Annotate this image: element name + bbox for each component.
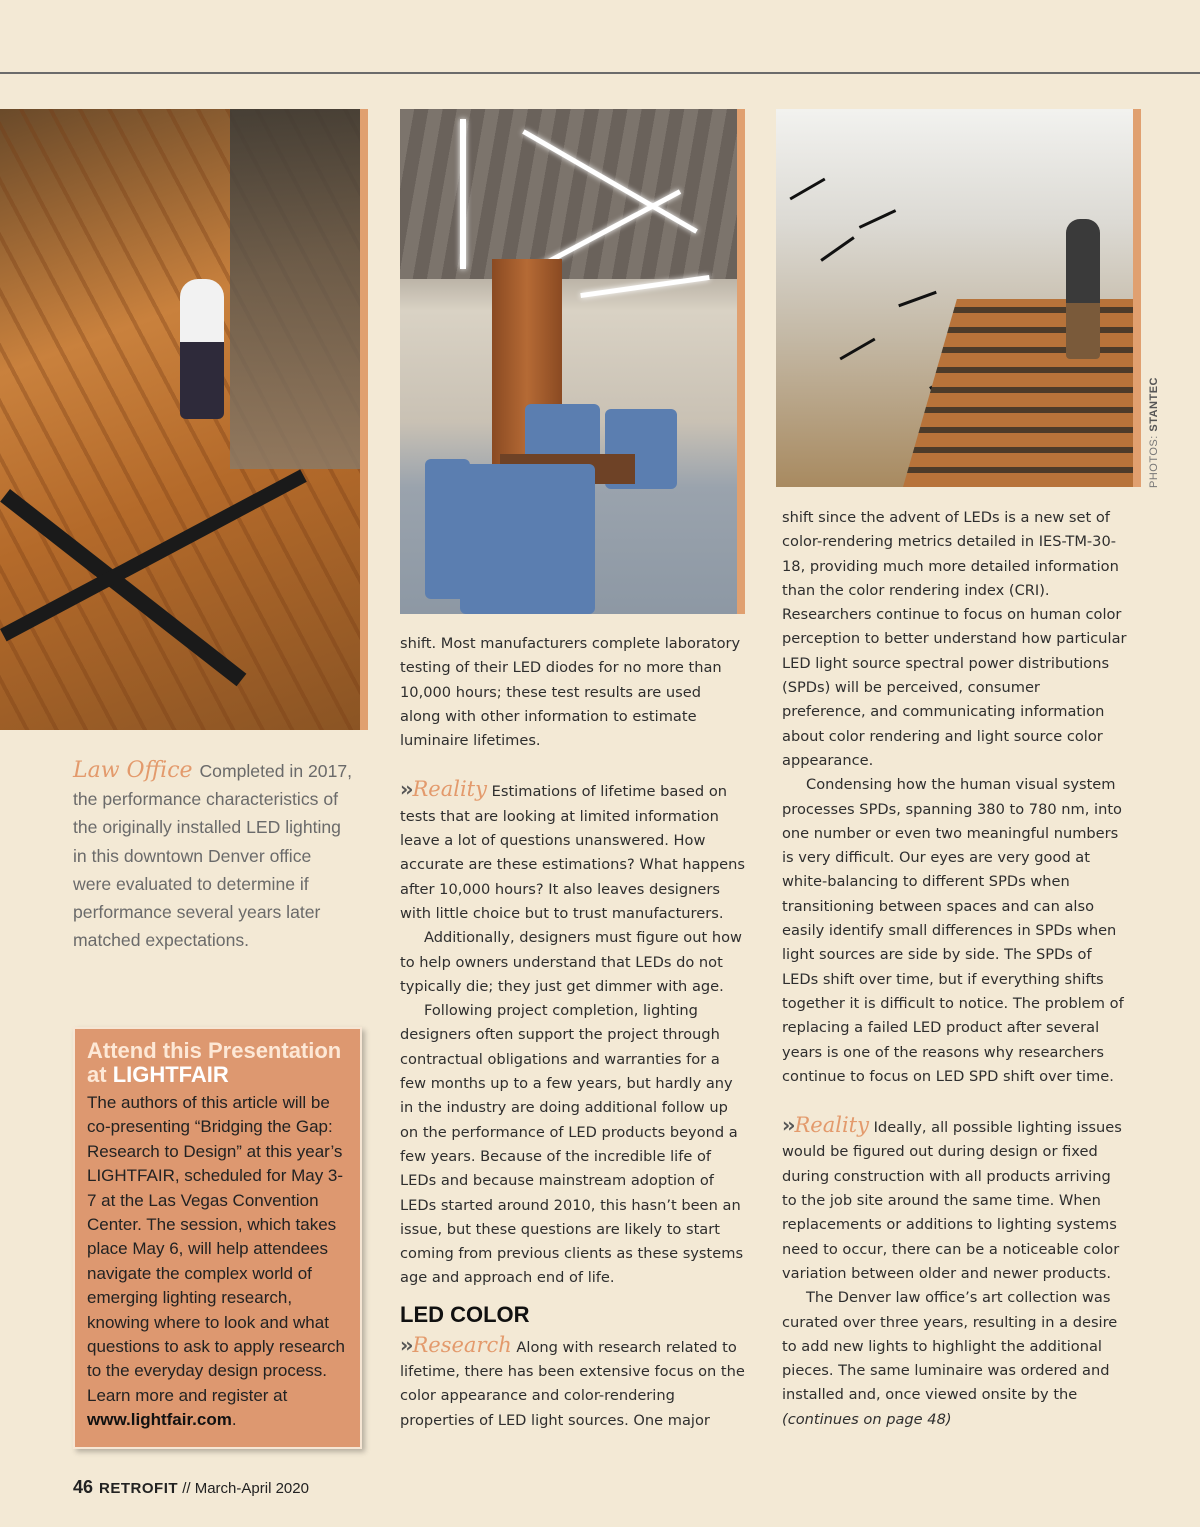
glass-railing-shape <box>230 109 360 469</box>
wood-ceiling-shape <box>400 109 745 279</box>
reality-paragraph <box>782 1113 1127 1286</box>
double-chevron-icon: ›› <box>782 1113 793 1138</box>
linear-light-shape <box>460 119 466 269</box>
photo-caption <box>73 757 353 954</box>
section-heading: LED COLOR <box>400 1301 530 1327</box>
caption-lead: Law Office <box>73 758 193 783</box>
sidebar-title <box>87 1039 348 1087</box>
chair-shape <box>460 464 595 614</box>
reality-label: Reality <box>412 777 487 802</box>
stair-treads-shape <box>903 299 1141 487</box>
photo-accent-edge <box>1133 109 1141 487</box>
article-column-right <box>782 506 1127 1432</box>
paragraph: shift. Most manufacturers complete laboratory testing of their LED diodes for no more than 10,000 hours; these test results are used along with other information to estimate luminaire lifetimes. <box>400 635 741 750</box>
paragraph: Following project completion, lighting designers often support the project through contractual obligations and warranties for a few months up to a few years, but hardly any in the industry are doing additional follow up on the performance of LED products beyond a few years. Because of the incredible life of LEDs and because mainstream adoption of LEDs started around 2010, this hasn’t been an issue, but these questions are likely to start coming from previous clients as these systems age and approach end of life. <box>400 1002 744 1287</box>
photo-credit-label: PHOTOS: <box>1148 435 1160 488</box>
sidebar-title-strong: LIGHTFAIR <box>112 1062 229 1087</box>
person-figure-shape <box>180 279 224 419</box>
reality-paragraph <box>400 777 745 926</box>
sidebar-title-prefix: at <box>87 1062 107 1087</box>
reality-label: Reality <box>794 1113 869 1138</box>
research-paragraph <box>400 1333 745 1433</box>
sidebar-body-text: The authors of this article will be co-presenting “Bridging the Gap: Research to Design” at this year’s LIGHTFAIR, scheduled for May 3-7 at the Las Vegas Convention Center. The session, which takes place May 6, will help attendees navigate the complex world of emerging lighting research, knowing where to look and what questions to ask to apply research to the everyday design process. Learn more and register at <box>87 1093 345 1405</box>
research-text: Along with research related to lifetime, there has been extensive focus on the color appearance and color-rendering properties of LED light sources. One major <box>400 1338 745 1429</box>
top-rule <box>0 72 1200 74</box>
magazine-name: RETROFIT <box>99 1480 179 1497</box>
page-footer <box>73 1477 309 1498</box>
paragraph: Condensing how the human visual system processes SPDs, spanning 380 to 780 nm, into one number or even two meaningful numbers is very difficult. Our eyes are very good at white-balancing to different SPDs when transitioning between spaces and can also easily identify small differences in SPDs when light sources are side by side. The SPDs of LEDs shift over time, but if everything shifts together it is difficult to notice. The problem of replacing a failed LED product after several years is one of the reasons why researchers continue to focus on LED SPD shift over time. <box>782 776 1124 1085</box>
page-number: 46 <box>73 1477 94 1497</box>
paragraph: The Denver law office’s art collection was curated over three years, resulting in a desire to add new lights to highlight the additional pieces. The same luminaire was ordered and installed and, once viewed onsite by the <box>782 1289 1118 1404</box>
photo-credit <box>1148 376 1160 488</box>
photo-accent-edge <box>737 109 745 614</box>
staircase-photo <box>0 109 368 730</box>
glass-stair-photo <box>776 109 1141 487</box>
continues-note: (continues on page 48) <box>782 1410 952 1428</box>
reality-text: Estimations of lifetime based on tests that are looking at limited information leave a lot of questions unanswered. How accurate are these estimations? What happens after 10,000 hours? It also leaves designers with little choice but to trust manufacturers. <box>400 783 745 922</box>
research-label: Research <box>412 1332 512 1357</box>
caption-text: Completed in 2017, the performance characteristics of the originally installed LED lighting in this downtown Denver office were evaluated to determine if performance several years later matched expectations. <box>73 761 353 951</box>
presentation-sidebar <box>73 1027 362 1449</box>
person-figure-shape <box>1066 219 1100 359</box>
footer-separator: // <box>182 1480 191 1497</box>
sidebar-title-line1: Attend this Presentation <box>87 1038 342 1063</box>
double-chevron-icon: ›› <box>400 777 411 802</box>
reality-text: Ideally, all possible lighting issues would be figured out during design or fixed during construction with all products arriving to the job site around the same time. When replacements or additions to lighting systems need to occur, there can be a noticeable color variation between older and newer products. <box>782 1119 1122 1282</box>
double-chevron-icon: ›› <box>400 1332 411 1357</box>
photo-accent-edge <box>360 109 368 730</box>
sidebar-period: . <box>231 1410 237 1430</box>
lounge-photo <box>400 109 745 614</box>
lightfair-link[interactable]: www.lightfair.com <box>87 1410 232 1430</box>
paragraph: Additionally, designers must figure out how to help owners understand that LEDs do not typically die; they just get dimmer with age. <box>400 929 742 995</box>
sidebar-body <box>87 1091 348 1433</box>
paragraph: shift since the advent of LEDs is a new set of color-rendering metrics detailed in IES-TM-30-18, providing much more detailed information than the color rendering index (CRI). Researchers continue to focus on human color perception to better understand how particular LED light source spectral power distributions (SPDs) will be perceived, consumer preference, and communicating information about color rendering and light source color appearance. <box>782 509 1127 769</box>
photo-credit-name: STANTEC <box>1148 376 1160 432</box>
issue-date: March-April 2020 <box>194 1480 309 1497</box>
article-column-middle <box>400 632 745 1433</box>
